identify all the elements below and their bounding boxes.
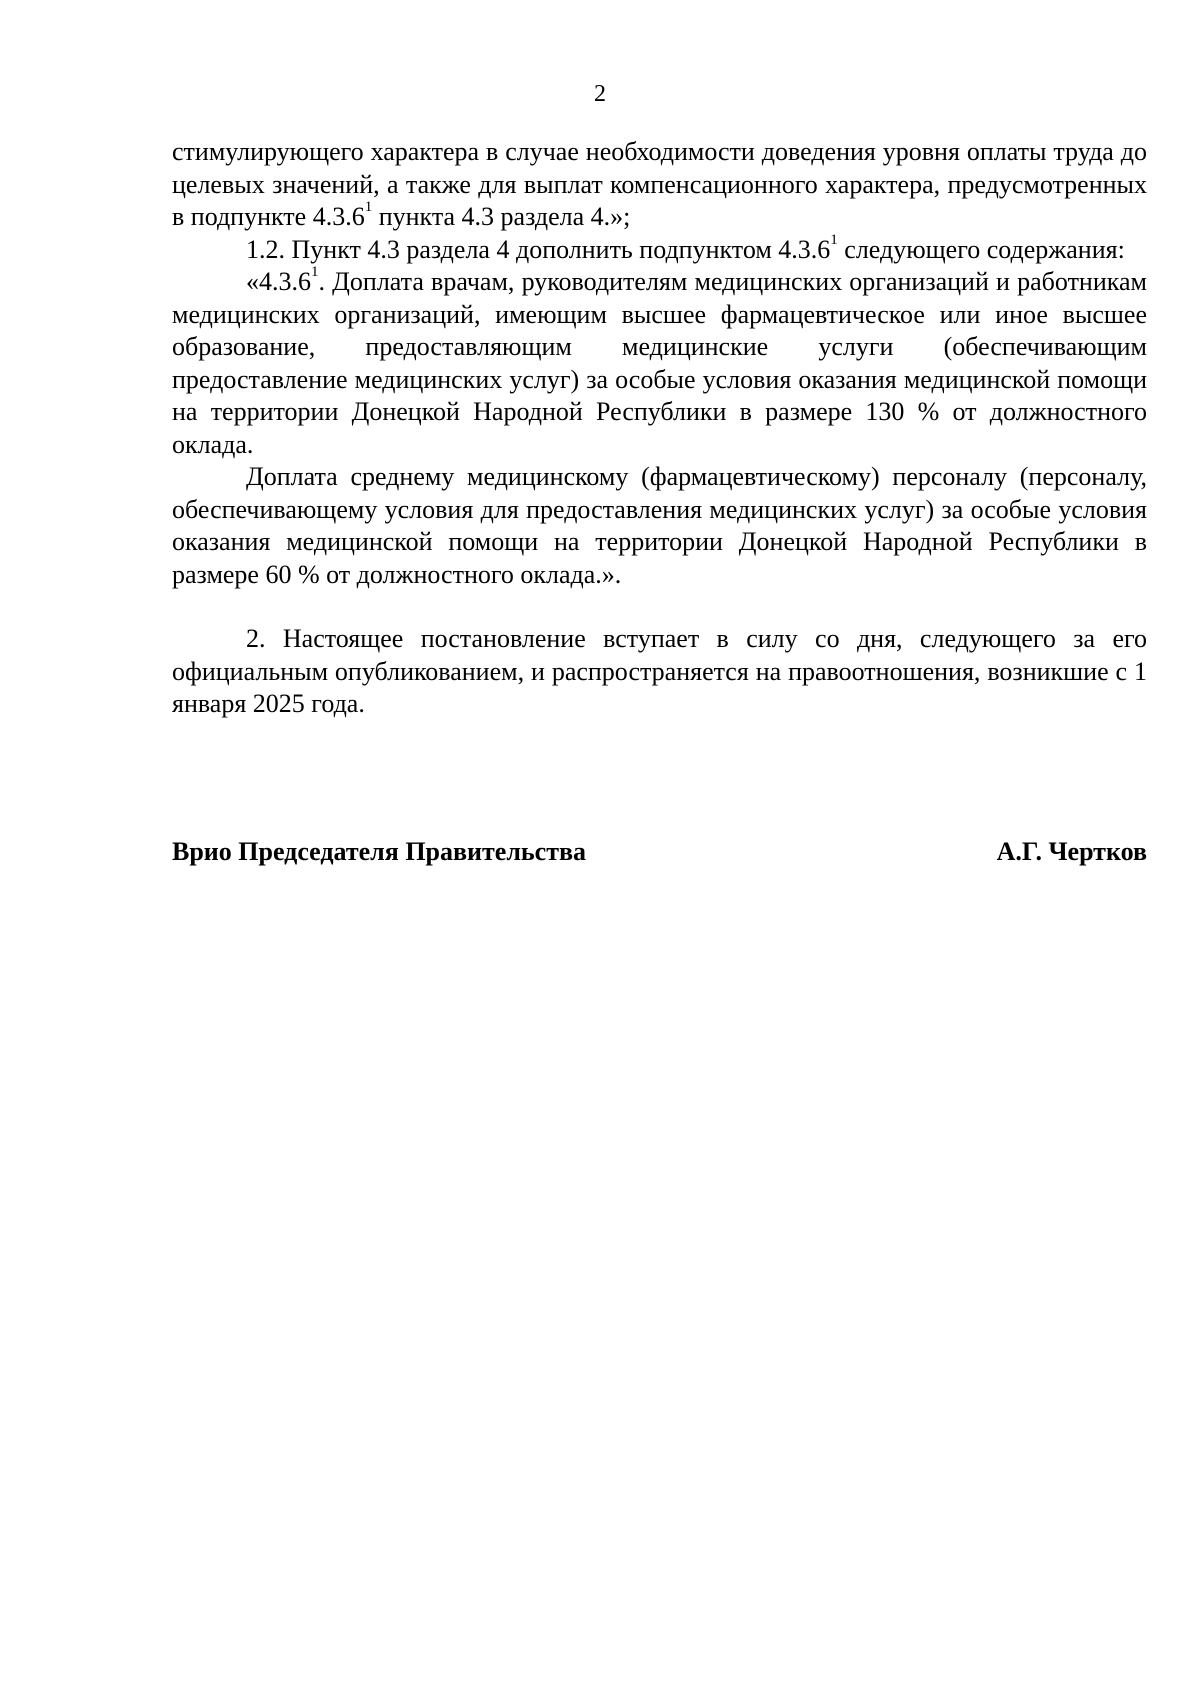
superscript: 1 bbox=[830, 231, 838, 248]
paragraph-text: . Доплата врачам, руководителям медицинских организаций и работникам медицинских организаций, имеющим высшее фармацевтическое или иное высшее образование, предоставляющим медицинские услуги (обеспечивающим предоставление медицинских услуг) за особые условия оказания медицинской помощи на территории Донецкой Народной Республики в размере 130 % от должностного оклада. bbox=[172, 267, 1147, 459]
signature-block bbox=[172, 836, 1147, 868]
paragraph-text: следующего содержания: bbox=[837, 234, 1125, 264]
superscript: 1 bbox=[364, 199, 373, 216]
signatory-name: А.Г. Чертков bbox=[996, 837, 1147, 866]
paragraph-continuation bbox=[172, 136, 1147, 234]
superscript: 1 bbox=[311, 264, 319, 281]
paragraph-text: 1.2. Пункт 4.3 раздела 4 дополнить подпунктом 4.3.6 bbox=[246, 234, 831, 264]
paragraph-4-3-6-1 bbox=[172, 266, 1147, 461]
paragraph-text: стимулирующего характера в случае необходимости доведения уровня оплаты труда до целевых значений, а также для выплат компенсационного характера, предусмотренных в подпункте 4.3.6 bbox=[172, 137, 1147, 231]
paragraph-text: «4.3.6 bbox=[246, 267, 311, 296]
document-body bbox=[172, 136, 1147, 721]
paragraph-text: пункта 4.3 раздела 4.»; bbox=[372, 202, 631, 231]
page-number: 2 bbox=[594, 81, 606, 107]
paragraph-effective-date: 2. Настоящее постановление вступает в силу со дня, следующего за его официальным опубликованием, и распространяется на правоотношения, возникшие с 1 января 2025 года. bbox=[172, 624, 1147, 718]
signatory-position: Врио Председателя Правительства bbox=[172, 837, 587, 866]
paragraph-surcharge-nurses: Доплата среднему медицинскому (фармацевтическому) персоналу (персоналу, обеспечивающему условия для предоставления медицинских услуг) за особые условия оказания медицинской помощи на территории Донецкой Народной Республики в размере 60 % от должностного оклада.». bbox=[172, 462, 1147, 589]
paragraph-1-2 bbox=[172, 231, 1147, 267]
